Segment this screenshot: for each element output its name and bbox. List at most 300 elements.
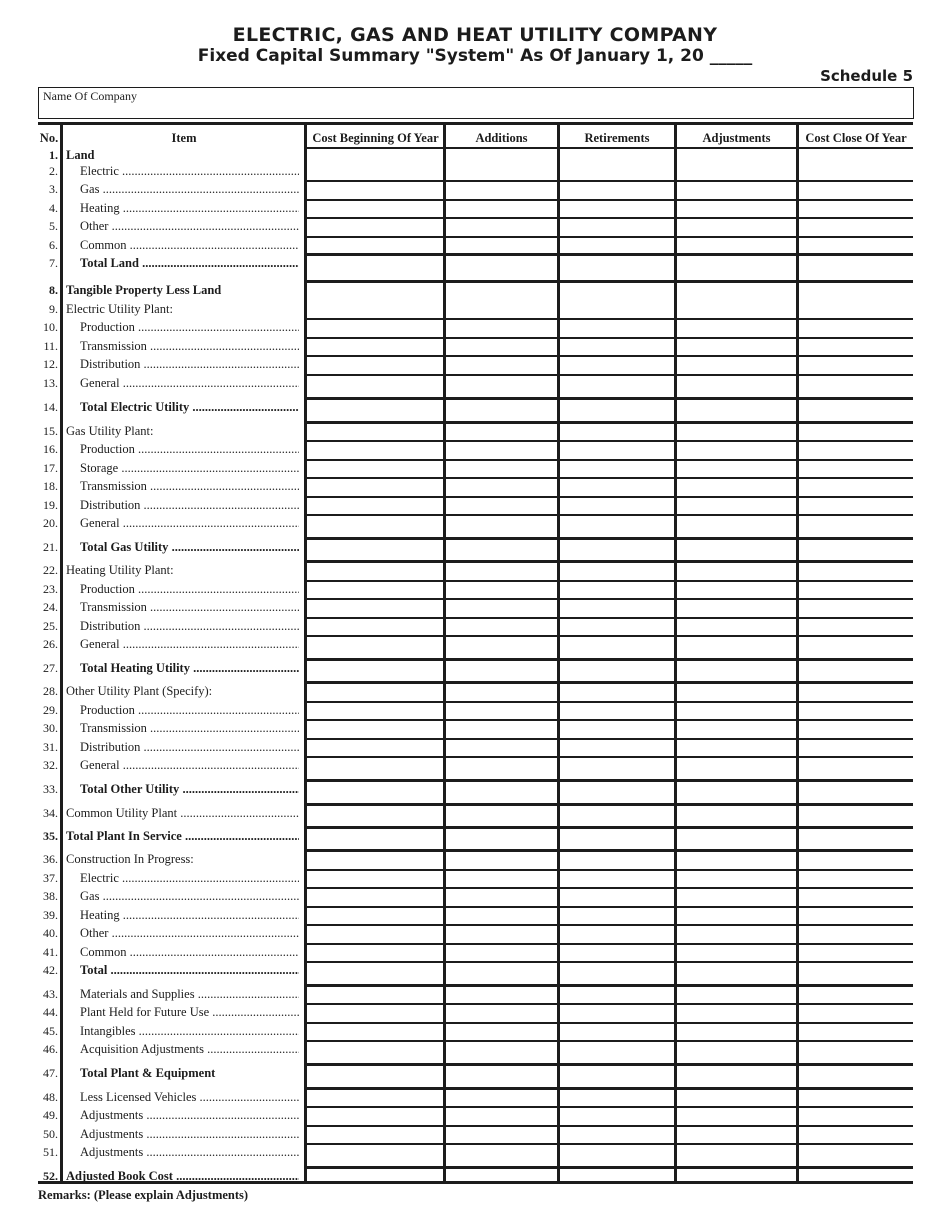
entry-cell[interactable]: [307, 182, 444, 200]
row-number: 32.: [43, 758, 58, 772]
entry-cell[interactable]: [799, 540, 913, 562]
entry-cell[interactable]: [307, 926, 444, 944]
row-number: 42.: [43, 963, 58, 977]
entry-cell[interactable]: [560, 219, 674, 237]
entry-cell[interactable]: [677, 661, 796, 683]
row-number: 1.: [49, 148, 58, 162]
entry-cell[interactable]: [799, 782, 913, 805]
entry-cell[interactable]: [307, 963, 444, 986]
entry-cell[interactable]: [677, 1108, 796, 1126]
company-name-field[interactable]: [38, 87, 914, 119]
entry-cell[interactable]: [446, 1042, 557, 1065]
row-label: General .....: [80, 375, 299, 391]
entry-cell[interactable]: [307, 703, 444, 720]
row-label: Transmission .....: [80, 720, 299, 736]
entry-cell[interactable]: [446, 889, 557, 907]
entry-cell[interactable]: [446, 256, 557, 282]
entry-cell[interactable]: [677, 201, 796, 218]
entry-cell[interactable]: [799, 661, 913, 683]
entry-cell[interactable]: [677, 703, 796, 720]
entry-cell[interactable]: [307, 376, 444, 399]
entry-cell[interactable]: [307, 357, 444, 375]
entry-cell[interactable]: [560, 619, 674, 636]
row-heavy-rule: [304, 280, 913, 283]
entry-cell[interactable]: [560, 1024, 674, 1041]
entry-cell[interactable]: [446, 582, 557, 599]
entry-cell[interactable]: [677, 424, 796, 441]
entry-cell[interactable]: [560, 302, 674, 319]
entry-cell[interactable]: [560, 376, 674, 399]
entry-cell[interactable]: [307, 339, 444, 356]
entry-cell[interactable]: [677, 889, 796, 907]
entry-cell[interactable]: [307, 1108, 444, 1126]
row-label: General .....: [80, 636, 299, 652]
entry-cell[interactable]: [307, 498, 444, 515]
entry-cell[interactable]: [799, 461, 913, 478]
entry-cell[interactable]: [799, 889, 913, 907]
entry-cell[interactable]: [307, 219, 444, 237]
entry-cell[interactable]: [446, 661, 557, 683]
entry-cell[interactable]: [677, 1145, 796, 1168]
entry-cell[interactable]: [307, 1066, 444, 1089]
row-label: Materials and Supplies .....: [80, 986, 299, 1002]
entry-cell[interactable]: [446, 1090, 557, 1107]
schedule-label: Schedule 5: [820, 67, 913, 85]
row-label: Distribution .....: [80, 356, 299, 372]
entry-cell[interactable]: [446, 540, 557, 562]
row-label: Production .....: [80, 319, 299, 335]
row-number: 24.: [43, 600, 58, 614]
row-number: 16.: [43, 442, 58, 456]
entry-cell[interactable]: [677, 164, 796, 181]
entry-cell[interactable]: [799, 852, 913, 870]
entry-cell[interactable]: [799, 758, 913, 781]
row-number: 11.: [43, 339, 58, 353]
entry-cell[interactable]: [307, 721, 444, 739]
entry-cell[interactable]: [799, 1005, 913, 1023]
entry-cell[interactable]: [799, 563, 913, 581]
entry-cell[interactable]: [799, 219, 913, 237]
entry-cell[interactable]: [446, 1005, 557, 1023]
entry-cell[interactable]: [446, 806, 557, 828]
entry-cell[interactable]: [307, 1169, 444, 1181]
entry-cell[interactable]: [799, 926, 913, 944]
entry-cell[interactable]: [560, 600, 674, 618]
entry-cell[interactable]: [677, 461, 796, 478]
entry-cell[interactable]: [799, 357, 913, 375]
entry-cell[interactable]: [560, 1090, 674, 1107]
entry-cell[interactable]: [677, 540, 796, 562]
entry-cell[interactable]: [560, 926, 674, 944]
entry-cell[interactable]: [677, 376, 796, 399]
entry-cell[interactable]: [446, 721, 557, 739]
row-number: 22.: [43, 563, 58, 577]
row-label: Distribution .....: [80, 739, 299, 755]
row-label: Land: [66, 148, 95, 162]
entry-cell[interactable]: [799, 1145, 913, 1168]
entry-cell[interactable]: [560, 442, 674, 460]
entry-cell[interactable]: [446, 424, 557, 441]
entry-cell[interactable]: [677, 256, 796, 282]
entry-cell[interactable]: [560, 424, 674, 441]
entry-cell[interactable]: [307, 256, 444, 282]
entry-cell[interactable]: [799, 806, 913, 828]
entry-cell[interactable]: [799, 320, 913, 338]
entry-cell[interactable]: [560, 945, 674, 962]
entry-cell[interactable]: [307, 582, 444, 599]
entry-cell[interactable]: [677, 1042, 796, 1065]
entry-cell[interactable]: [560, 479, 674, 497]
entry-cell[interactable]: [446, 703, 557, 720]
entry-cell[interactable]: [677, 498, 796, 515]
entry-cell[interactable]: [446, 219, 557, 237]
entry-cell[interactable]: [799, 1066, 913, 1089]
entry-cell[interactable]: [799, 442, 913, 460]
entry-cell[interactable]: [799, 516, 913, 539]
row-label: Heating Utility Plant:: [66, 563, 174, 577]
entry-cell[interactable]: [560, 1042, 674, 1065]
entry-cell[interactable]: [799, 164, 913, 181]
entry-cell[interactable]: [560, 661, 674, 683]
entry-cell[interactable]: [307, 461, 444, 478]
entry-cell[interactable]: [560, 357, 674, 375]
entry-cell[interactable]: [677, 1169, 796, 1181]
entry-cell[interactable]: [446, 164, 557, 181]
row-label: General .....: [80, 757, 299, 773]
entry-cell[interactable]: [560, 703, 674, 720]
row-number: 5.: [49, 219, 58, 233]
entry-cell[interactable]: [307, 661, 444, 683]
entry-cell[interactable]: [677, 987, 796, 1004]
entry-cell[interactable]: [446, 926, 557, 944]
entry-cell[interactable]: [799, 376, 913, 399]
entry-cell[interactable]: [799, 479, 913, 497]
entry-cell[interactable]: [307, 945, 444, 962]
entry-cell[interactable]: [307, 400, 444, 423]
entry-cell[interactable]: [677, 963, 796, 986]
entry-cell[interactable]: [560, 201, 674, 218]
entry-cell[interactable]: [677, 721, 796, 739]
header-additions: Additions: [475, 131, 528, 145]
entry-cell[interactable]: [677, 302, 796, 319]
entry-cell[interactable]: [799, 1169, 913, 1181]
row-label: Transmission .....: [80, 478, 299, 494]
entry-cell[interactable]: [307, 806, 444, 828]
entry-cell[interactable]: [677, 871, 796, 888]
entry-cell[interactable]: [799, 740, 913, 757]
row-number: 12.: [43, 357, 58, 371]
entry-cell[interactable]: [307, 987, 444, 1004]
entry-cell[interactable]: [446, 1024, 557, 1041]
entry-cell[interactable]: [307, 164, 444, 181]
entry-cell[interactable]: [560, 516, 674, 539]
entry-cell[interactable]: [677, 908, 796, 925]
entry-cell[interactable]: [677, 926, 796, 944]
entry-cell[interactable]: [677, 758, 796, 781]
entry-cell[interactable]: [307, 320, 444, 338]
entry-cell[interactable]: [446, 498, 557, 515]
row-number: 19.: [43, 498, 58, 512]
entry-cell[interactable]: [307, 201, 444, 218]
entry-cell[interactable]: [560, 182, 674, 200]
row-number: 25.: [43, 619, 58, 633]
entry-cell[interactable]: [446, 619, 557, 636]
row-number: 18.: [43, 479, 58, 493]
entry-cell[interactable]: [799, 987, 913, 1004]
entry-cell[interactable]: [560, 540, 674, 562]
entry-cell[interactable]: [799, 256, 913, 282]
entry-cell[interactable]: [677, 1024, 796, 1041]
entry-cell[interactable]: [677, 1090, 796, 1107]
entry-cell[interactable]: [677, 339, 796, 356]
row-label: Total Electric Utility .....: [80, 399, 299, 415]
row-label: Other Utility Plant (Specify):: [66, 684, 213, 698]
row-number: 30.: [43, 721, 58, 735]
entry-cell[interactable]: [799, 1042, 913, 1065]
entry-cell[interactable]: [560, 852, 674, 870]
entry-cell[interactable]: [307, 829, 444, 851]
entry-cell[interactable]: [307, 302, 444, 319]
entry-cell[interactable]: [677, 1066, 796, 1089]
entry-cell[interactable]: [677, 1127, 796, 1144]
row-number: 43.: [43, 987, 58, 1001]
row-number: 21.: [43, 540, 58, 554]
entry-cell[interactable]: [307, 740, 444, 757]
entry-cell[interactable]: [307, 852, 444, 870]
entry-cell[interactable]: [446, 1108, 557, 1126]
entry-cell[interactable]: [446, 987, 557, 1004]
entry-cell[interactable]: [677, 182, 796, 200]
row-number: 44.: [43, 1005, 58, 1019]
entry-cell[interactable]: [446, 182, 557, 200]
row-label: Total Plant & Equipment: [80, 1066, 216, 1080]
entry-cell[interactable]: [677, 516, 796, 539]
entry-cell[interactable]: [446, 852, 557, 870]
entry-cell[interactable]: [799, 1090, 913, 1107]
entry-cell[interactable]: [799, 339, 913, 356]
entry-cell[interactable]: [677, 740, 796, 757]
entry-cell[interactable]: [307, 600, 444, 618]
entry-cell[interactable]: [307, 479, 444, 497]
entry-cell[interactable]: [677, 684, 796, 702]
entry-cell[interactable]: [560, 684, 674, 702]
row-label: General .....: [80, 515, 299, 531]
entry-cell[interactable]: [446, 1066, 557, 1089]
header-item: Item: [171, 131, 197, 145]
entry-cell[interactable]: [677, 219, 796, 237]
entry-cell[interactable]: [446, 945, 557, 962]
entry-cell[interactable]: [799, 945, 913, 962]
entry-cell[interactable]: [560, 1005, 674, 1023]
entry-cell[interactable]: [799, 1127, 913, 1144]
entry-cell[interactable]: [799, 963, 913, 986]
entry-cell[interactable]: [560, 1169, 674, 1181]
entry-cell[interactable]: [307, 637, 444, 660]
entry-cell[interactable]: [446, 600, 557, 618]
row-number: 3.: [49, 182, 58, 196]
entry-cell[interactable]: [307, 1042, 444, 1065]
entry-cell[interactable]: [799, 721, 913, 739]
entry-cell[interactable]: [677, 945, 796, 962]
entry-cell[interactable]: [677, 1005, 796, 1023]
entry-cell[interactable]: [446, 357, 557, 375]
entry-cell[interactable]: [560, 1127, 674, 1144]
entry-cell[interactable]: [677, 442, 796, 460]
row-label: Intangibles .....: [80, 1023, 299, 1039]
entry-cell[interactable]: [307, 442, 444, 460]
entry-cell[interactable]: [446, 871, 557, 888]
entry-cell[interactable]: [446, 320, 557, 338]
entry-cell[interactable]: [307, 1127, 444, 1144]
row-number: 49.: [43, 1108, 58, 1122]
entry-cell[interactable]: [799, 201, 913, 218]
entry-cell[interactable]: [307, 540, 444, 562]
entry-cell[interactable]: [560, 721, 674, 739]
entry-cell[interactable]: [307, 684, 444, 702]
entry-cell[interactable]: [560, 871, 674, 888]
entry-cell[interactable]: [677, 563, 796, 581]
entry-cell[interactable]: [677, 637, 796, 660]
entry-cell[interactable]: [446, 1169, 557, 1181]
entry-cell[interactable]: [560, 256, 674, 282]
entry-cell[interactable]: [446, 563, 557, 581]
entry-cell[interactable]: [446, 302, 557, 319]
entry-cell[interactable]: [677, 806, 796, 828]
entry-cell[interactable]: [799, 637, 913, 660]
entry-cell[interactable]: [677, 852, 796, 870]
row-number: 50.: [43, 1127, 58, 1141]
entry-cell[interactable]: [799, 424, 913, 441]
entry-cell[interactable]: [307, 782, 444, 805]
form-subtitle: Fixed Capital Summary "System" As Of January 1, 20 _____: [197, 46, 753, 66]
entry-cell[interactable]: [446, 829, 557, 851]
entry-cell[interactable]: [799, 619, 913, 636]
header-no: No.: [39, 131, 59, 145]
entry-cell[interactable]: [560, 339, 674, 356]
entry-cell[interactable]: [446, 516, 557, 539]
entry-cell[interactable]: [560, 758, 674, 781]
row-number: 47.: [43, 1066, 58, 1080]
entry-cell[interactable]: [677, 357, 796, 375]
entry-cell[interactable]: [446, 1145, 557, 1168]
entry-cell[interactable]: [677, 782, 796, 805]
entry-cell[interactable]: [677, 320, 796, 338]
entry-cell[interactable]: [307, 908, 444, 925]
entry-cell[interactable]: [677, 619, 796, 636]
row-number: 41.: [43, 945, 58, 959]
entry-cell[interactable]: [677, 600, 796, 618]
entry-cell[interactable]: [799, 703, 913, 720]
row-number: 34.: [43, 806, 58, 820]
entry-cell[interactable]: [560, 320, 674, 338]
entry-cell[interactable]: [307, 563, 444, 581]
row-label: Total .....: [80, 962, 299, 978]
entry-cell[interactable]: [677, 582, 796, 599]
entry-cell[interactable]: [560, 1145, 674, 1168]
entry-cell[interactable]: [560, 400, 674, 423]
entry-cell[interactable]: [799, 908, 913, 925]
entry-cell[interactable]: [307, 1090, 444, 1107]
entry-cell[interactable]: [799, 1108, 913, 1126]
entry-cell[interactable]: [560, 908, 674, 925]
entry-cell[interactable]: [307, 1024, 444, 1041]
entry-cell[interactable]: [799, 582, 913, 599]
entry-cell[interactable]: [560, 637, 674, 660]
entry-cell[interactable]: [307, 516, 444, 539]
entry-cell[interactable]: [677, 829, 796, 851]
entry-cell[interactable]: [677, 479, 796, 497]
entry-cell[interactable]: [560, 782, 674, 805]
entry-cell[interactable]: [446, 339, 557, 356]
entry-cell[interactable]: [560, 461, 674, 478]
entry-cell[interactable]: [446, 758, 557, 781]
entry-cell[interactable]: [446, 637, 557, 660]
entry-cell[interactable]: [446, 479, 557, 497]
entry-cell[interactable]: [560, 963, 674, 986]
entry-cell[interactable]: [446, 376, 557, 399]
entry-cell[interactable]: [677, 400, 796, 423]
entry-cell[interactable]: [560, 889, 674, 907]
entry-cell[interactable]: [799, 182, 913, 200]
row-label: Production .....: [80, 702, 299, 718]
row-number: 27.: [43, 661, 58, 675]
entry-cell[interactable]: [560, 164, 674, 181]
entry-cell[interactable]: [446, 1127, 557, 1144]
entry-cell[interactable]: [446, 461, 557, 478]
row-label: Production .....: [80, 441, 299, 457]
row-number: 52.: [43, 1169, 58, 1183]
entry-cell[interactable]: [307, 889, 444, 907]
row-label: Transmission .....: [80, 338, 299, 354]
entry-cell[interactable]: [560, 740, 674, 757]
entry-cell[interactable]: [307, 424, 444, 441]
entry-cell[interactable]: [799, 302, 913, 319]
entry-cell[interactable]: [446, 400, 557, 423]
entry-cell[interactable]: [307, 1145, 444, 1168]
row-label: Adjustments .....: [80, 1126, 299, 1142]
entry-cell[interactable]: [799, 498, 913, 515]
row-number: 26.: [43, 637, 58, 651]
entry-cell[interactable]: [799, 871, 913, 888]
row-number: 40.: [43, 926, 58, 940]
entry-cell[interactable]: [560, 1066, 674, 1089]
entry-cell[interactable]: [307, 758, 444, 781]
entry-cell[interactable]: [446, 908, 557, 925]
entry-cell[interactable]: [446, 201, 557, 218]
entry-cell[interactable]: [446, 442, 557, 460]
entry-cell[interactable]: [560, 563, 674, 581]
entry-cell[interactable]: [560, 582, 674, 599]
entry-cell[interactable]: [799, 829, 913, 851]
row-number: 29.: [43, 703, 58, 717]
entry-cell[interactable]: [799, 400, 913, 423]
entry-cell[interactable]: [560, 806, 674, 828]
entry-cell[interactable]: [446, 963, 557, 986]
entry-cell[interactable]: [799, 684, 913, 702]
entry-cell[interactable]: [307, 1005, 444, 1023]
entry-cell[interactable]: [799, 1024, 913, 1041]
entry-cell[interactable]: [446, 740, 557, 757]
entry-cell[interactable]: [446, 684, 557, 702]
entry-cell[interactable]: [560, 1108, 674, 1126]
entry-cell[interactable]: [560, 829, 674, 851]
entry-cell[interactable]: [560, 987, 674, 1004]
entry-cell[interactable]: [560, 498, 674, 515]
entry-cell[interactable]: [446, 782, 557, 805]
entry-cell[interactable]: [799, 600, 913, 618]
entry-cell[interactable]: [307, 619, 444, 636]
entry-cell[interactable]: [307, 871, 444, 888]
